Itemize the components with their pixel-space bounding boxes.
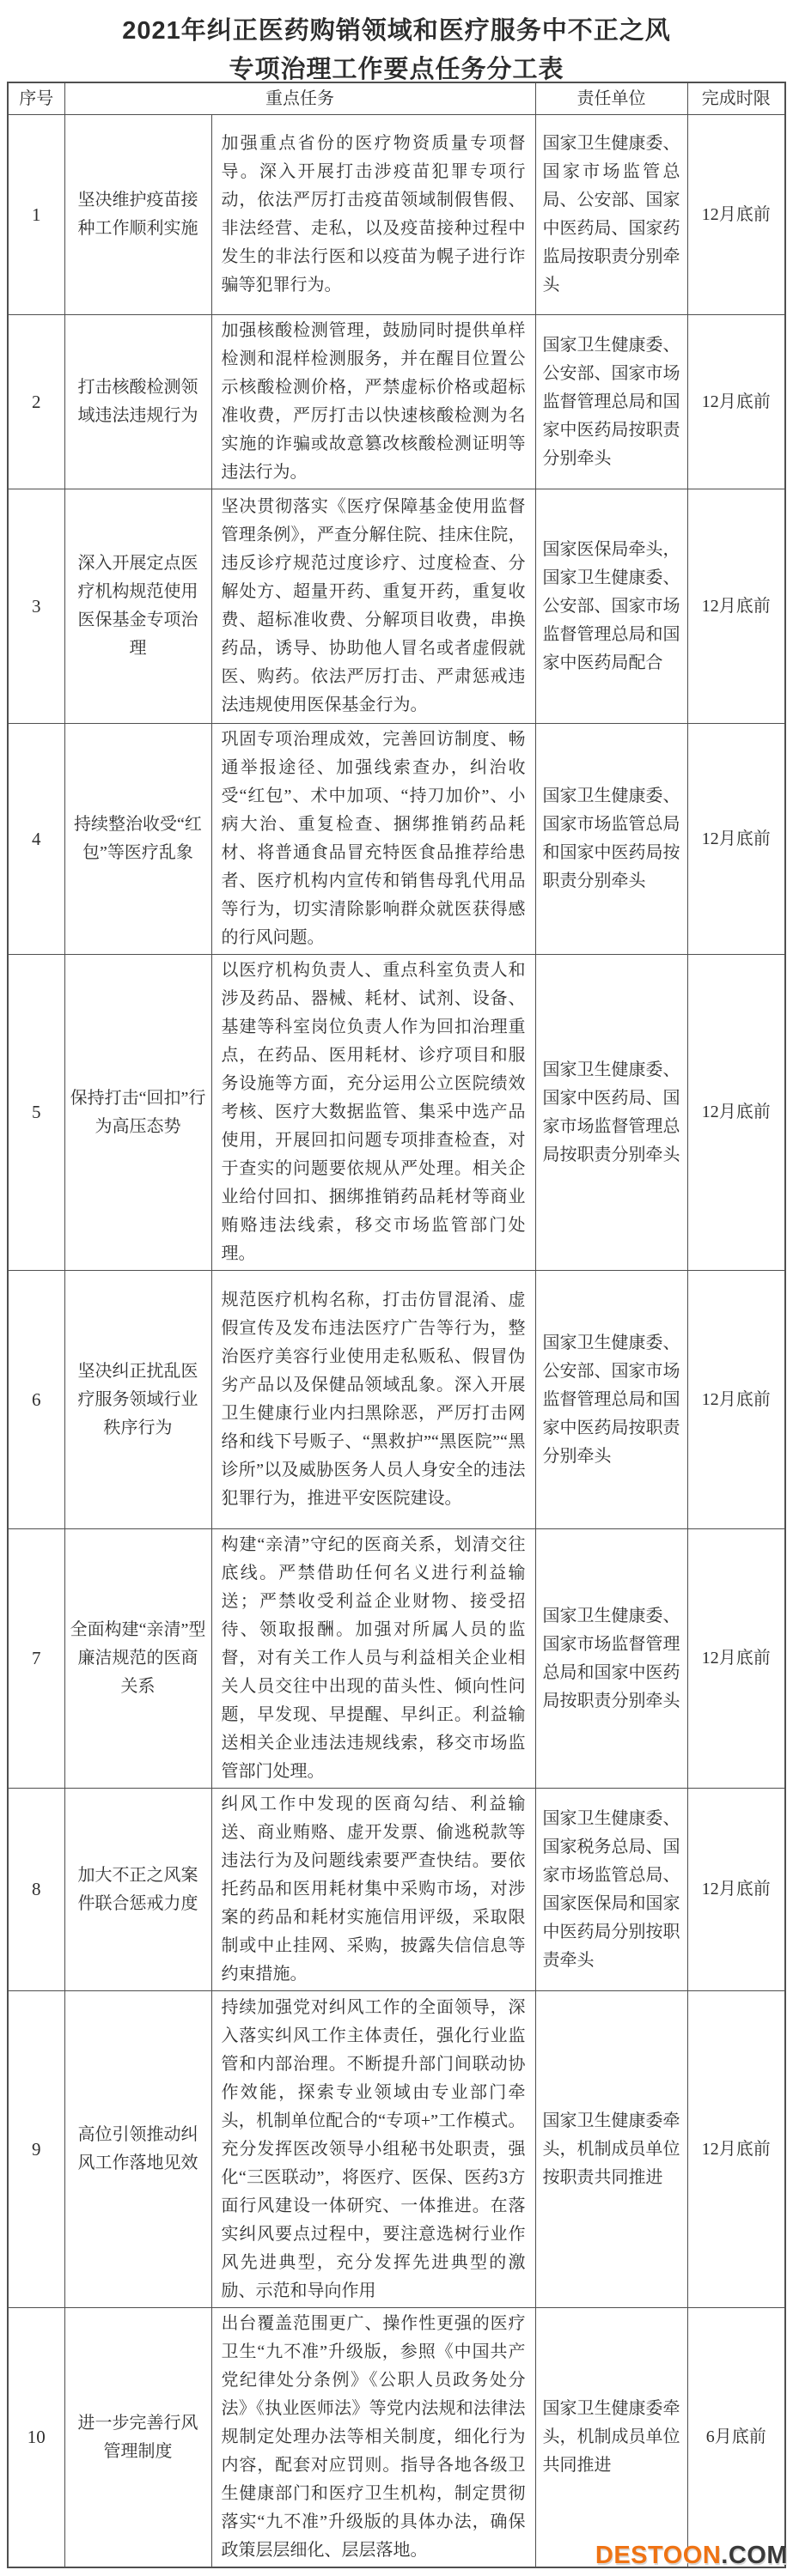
table-row	[8, 315, 785, 489]
row-deadline: 12月底前	[687, 724, 785, 955]
row-task: 打击核酸检测领域违法违规行为	[64, 315, 211, 489]
row-detail: 持续加强党对纠风工作的全面领导，深入落实纠风工作主体责任，强化行业监管和内部治理。不断提升部门间联动协作效能，探索专业领域由专业部门牵头，机制单位配合的“专项+”工作模式。充分发挥医改领导小组秘书处职责，强化“三医联动”，将医疗、医保、医药3方面行风建设一体研究、一体推进。在落实纠风要点过程中，要注意选树行业作风先进典型，充分发挥先进典型的激励、示范和导向作用	[211, 1991, 535, 2308]
page-title	[0, 12, 793, 89]
row-task: 深入开展定点医疗机构规范使用医保基金专项治理	[64, 489, 211, 724]
row-no: 2	[8, 315, 64, 489]
row-deadline: 12月底前	[687, 1991, 785, 2308]
table-row	[8, 1789, 785, 1991]
row-no: 4	[8, 724, 64, 955]
header-unit: 责任单位	[535, 82, 687, 115]
row-deadline: 6月底前	[687, 2308, 785, 2568]
watermark-brand: DESTOON	[595, 2542, 722, 2569]
row-detail: 巩固专项治理成效，完善回访制度、畅通举报途径、加强线索查办，纠治收受“红包”、术中加项、“持刀加价”、小病大治、重复检查、捆绑推销药品耗材、将普通食品冒充特医食品推荐给患者、医疗机构内宣传和销售母乳代用品等行为，切实清除影响群众就医获得感的行风问题。	[211, 724, 535, 955]
row-task: 保持打击“回扣”行为高压态势	[64, 955, 211, 1271]
header-deadline: 完成时限	[687, 82, 785, 115]
row-detail: 构建“亲清”守纪的医商关系，划清交往底线。严禁借助任何名义进行利益输送；严禁收受利益企业财物、接受招待、领取报酬。加强对所属人员的监督，对有关工作人员与利益相关企业相关人员交往中出现的苗头性、倾向性问题，早发现、早提醒、早纠正。利益输送相关企业违法违规线索，移交市场监管部门处理。	[211, 1529, 535, 1789]
table-row	[8, 2308, 785, 2568]
row-deadline: 12月底前	[687, 489, 785, 724]
row-deadline: 12月底前	[687, 1271, 785, 1529]
row-unit: 国家卫生健康委牵头，机制成员单位共同推进	[535, 2308, 687, 2568]
row-unit: 国家卫生健康委、公安部、国家市场监督管理总局和国家中医药局按职责分别牵头	[535, 315, 687, 489]
table-row	[8, 1271, 785, 1529]
row-unit: 国家医保局牵头，国家卫生健康委、公安部、国家市场监督管理总局和国家中医药局配合	[535, 489, 687, 724]
table-row	[8, 1529, 785, 1789]
row-detail: 加强重点省份的医疗物资质量专项督导。深入开展打击涉疫苗犯罪专项行动，依法严厉打击疫苗领域制假售假、非法经营、走私，以及疫苗接种过程中发生的非法行医和以疫苗为幌子进行诈骗等犯罪行为。	[211, 115, 535, 315]
watermark-suffix: .COM	[721, 2542, 788, 2569]
row-task: 加大不正之风案件联合惩戒力度	[64, 1789, 211, 1991]
header-task: 重点任务	[64, 82, 535, 115]
table-row	[8, 1991, 785, 2308]
watermark	[595, 2542, 788, 2570]
row-deadline: 12月底前	[687, 115, 785, 315]
row-task: 持续整治收受“红包”等医疗乱象	[64, 724, 211, 955]
row-task: 高位引领推动纠风工作落地见效	[64, 1991, 211, 2308]
row-deadline: 12月底前	[687, 1529, 785, 1789]
table-row	[8, 489, 785, 724]
row-no: 6	[8, 1271, 64, 1529]
row-unit: 国家卫生健康委、国家市场监管总局、公安部、国家中医药局、国家药监局按职责分别牵头	[535, 115, 687, 315]
title-line-1: 2021年纠正医药购销领域和医疗服务中不正之风	[122, 17, 671, 45]
row-no: 5	[8, 955, 64, 1271]
row-unit: 国家卫生健康委、公安部、国家市场监督管理总局和国家中医药局按职责分别牵头	[535, 1271, 687, 1529]
row-unit: 国家卫生健康委、国家税务总局、国家市场监管总局、国家医保局和国家中医药局分别按职责牵头	[535, 1789, 687, 1991]
row-detail: 以医疗机构负责人、重点科室负责人和涉及药品、器械、耗材、试剂、设备、基建等科室岗位负责人作为回扣治理重点，在药品、医用耗材、诊疗项目和服务设施等方面，充分运用公立医院绩效考核、医疗大数据监管、集采中选产品使用，开展回扣问题专项排查检查，对于查实的问题要依规从严处理。相关企业给付回扣、捆绑推销药品耗材等商业贿赂违法线索，移交市场监管部门处理。	[211, 955, 535, 1271]
row-deadline: 12月底前	[687, 1789, 785, 1991]
task-division-table	[7, 82, 786, 2568]
header-no: 序号	[8, 82, 64, 115]
row-unit: 国家卫生健康委、国家市场监管总局和国家中医药局按职责分别牵头	[535, 724, 687, 955]
row-no: 9	[8, 1991, 64, 2308]
title-line-2: 专项治理工作要点任务分工表	[229, 56, 564, 83]
row-task: 坚决维护疫苗接种工作顺利实施	[64, 115, 211, 315]
table-row	[8, 955, 785, 1271]
row-detail: 出台覆盖范围更广、操作性更强的医疗卫生“九不准”升级版，参照《中国共产党纪律处分条例》《公职人员政务处分法》《执业医师法》等党内法规和法律法规制定处理办法等相关制度，细化行为内容，配套对应罚则。指导各地各级卫生健康部门和医疗卫生机构，制定贯彻落实“九不准”升级版的具体办法，确保政策层层细化、层层落地。	[211, 2308, 535, 2568]
row-deadline: 12月底前	[687, 955, 785, 1271]
row-detail: 纠风工作中发现的医商勾结、利益输送、商业贿赂、虚开发票、偷逃税款等违法行为及问题线索要严查快结。要依托药品和医用耗材集中采购市场，对涉案的药品和耗材实施信用评级，采取限制或中止挂网、采购，披露失信信息等约束措施。	[211, 1789, 535, 1991]
row-task: 坚决纠正扰乱医疗服务领域行业秩序行为	[64, 1271, 211, 1529]
row-unit: 国家卫生健康委牵头，机制成员单位按职责共同推进	[535, 1991, 687, 2308]
row-deadline: 12月底前	[687, 315, 785, 489]
row-task: 进一步完善行风管理制度	[64, 2308, 211, 2568]
table-header-row	[8, 82, 785, 115]
row-no: 10	[8, 2308, 64, 2568]
row-no: 3	[8, 489, 64, 724]
row-detail: 加强核酸检测管理，鼓励同时提供单样检测和混样检测服务，并在醒目位置公示核酸检测价格，严禁虚标价格或超标准收费，严厉打击以快速核酸检测为名实施的诈骗或故意篡改核酸检测证明等违法行为。	[211, 315, 535, 489]
row-no: 7	[8, 1529, 64, 1789]
row-unit: 国家卫生健康委、国家市场监督管理总局和国家中医药局按职责分别牵头	[535, 1529, 687, 1789]
row-detail: 规范医疗机构名称，打击仿冒混淆、虚假宣传及发布违法医疗广告等行为，整治医疗美容行业使用走私贩私、假冒伪劣产品以及保健品领域乱象。深入开展卫生健康行业内扫黑除恶，严厉打击网络和线下号贩子、“黑救护”“黑医院”“黑诊所”以及威胁医务人员人身安全的违法犯罪行为，推进平安医院建设。	[211, 1271, 535, 1529]
row-no: 1	[8, 115, 64, 315]
row-task: 全面构建“亲清”型廉洁规范的医商关系	[64, 1529, 211, 1789]
table-row	[8, 115, 785, 315]
row-no: 8	[8, 1789, 64, 1991]
row-unit: 国家卫生健康委、国家中医药局、国家市场监督管理总局按职责分别牵头	[535, 955, 687, 1271]
row-detail: 坚决贯彻落实《医疗保障基金使用监督管理条例》，严查分解住院、挂床住院，违反诊疗规范过度诊疗、过度检查、分解处方、超量开药、重复开药，重复收费、超标准收费、分解项目收费，串换药品，诱导、协助他人冒名或者虚假就医、购药。依法严厉打击、严肃惩戒违法违规使用医保基金行为。	[211, 489, 535, 724]
table-row	[8, 724, 785, 955]
